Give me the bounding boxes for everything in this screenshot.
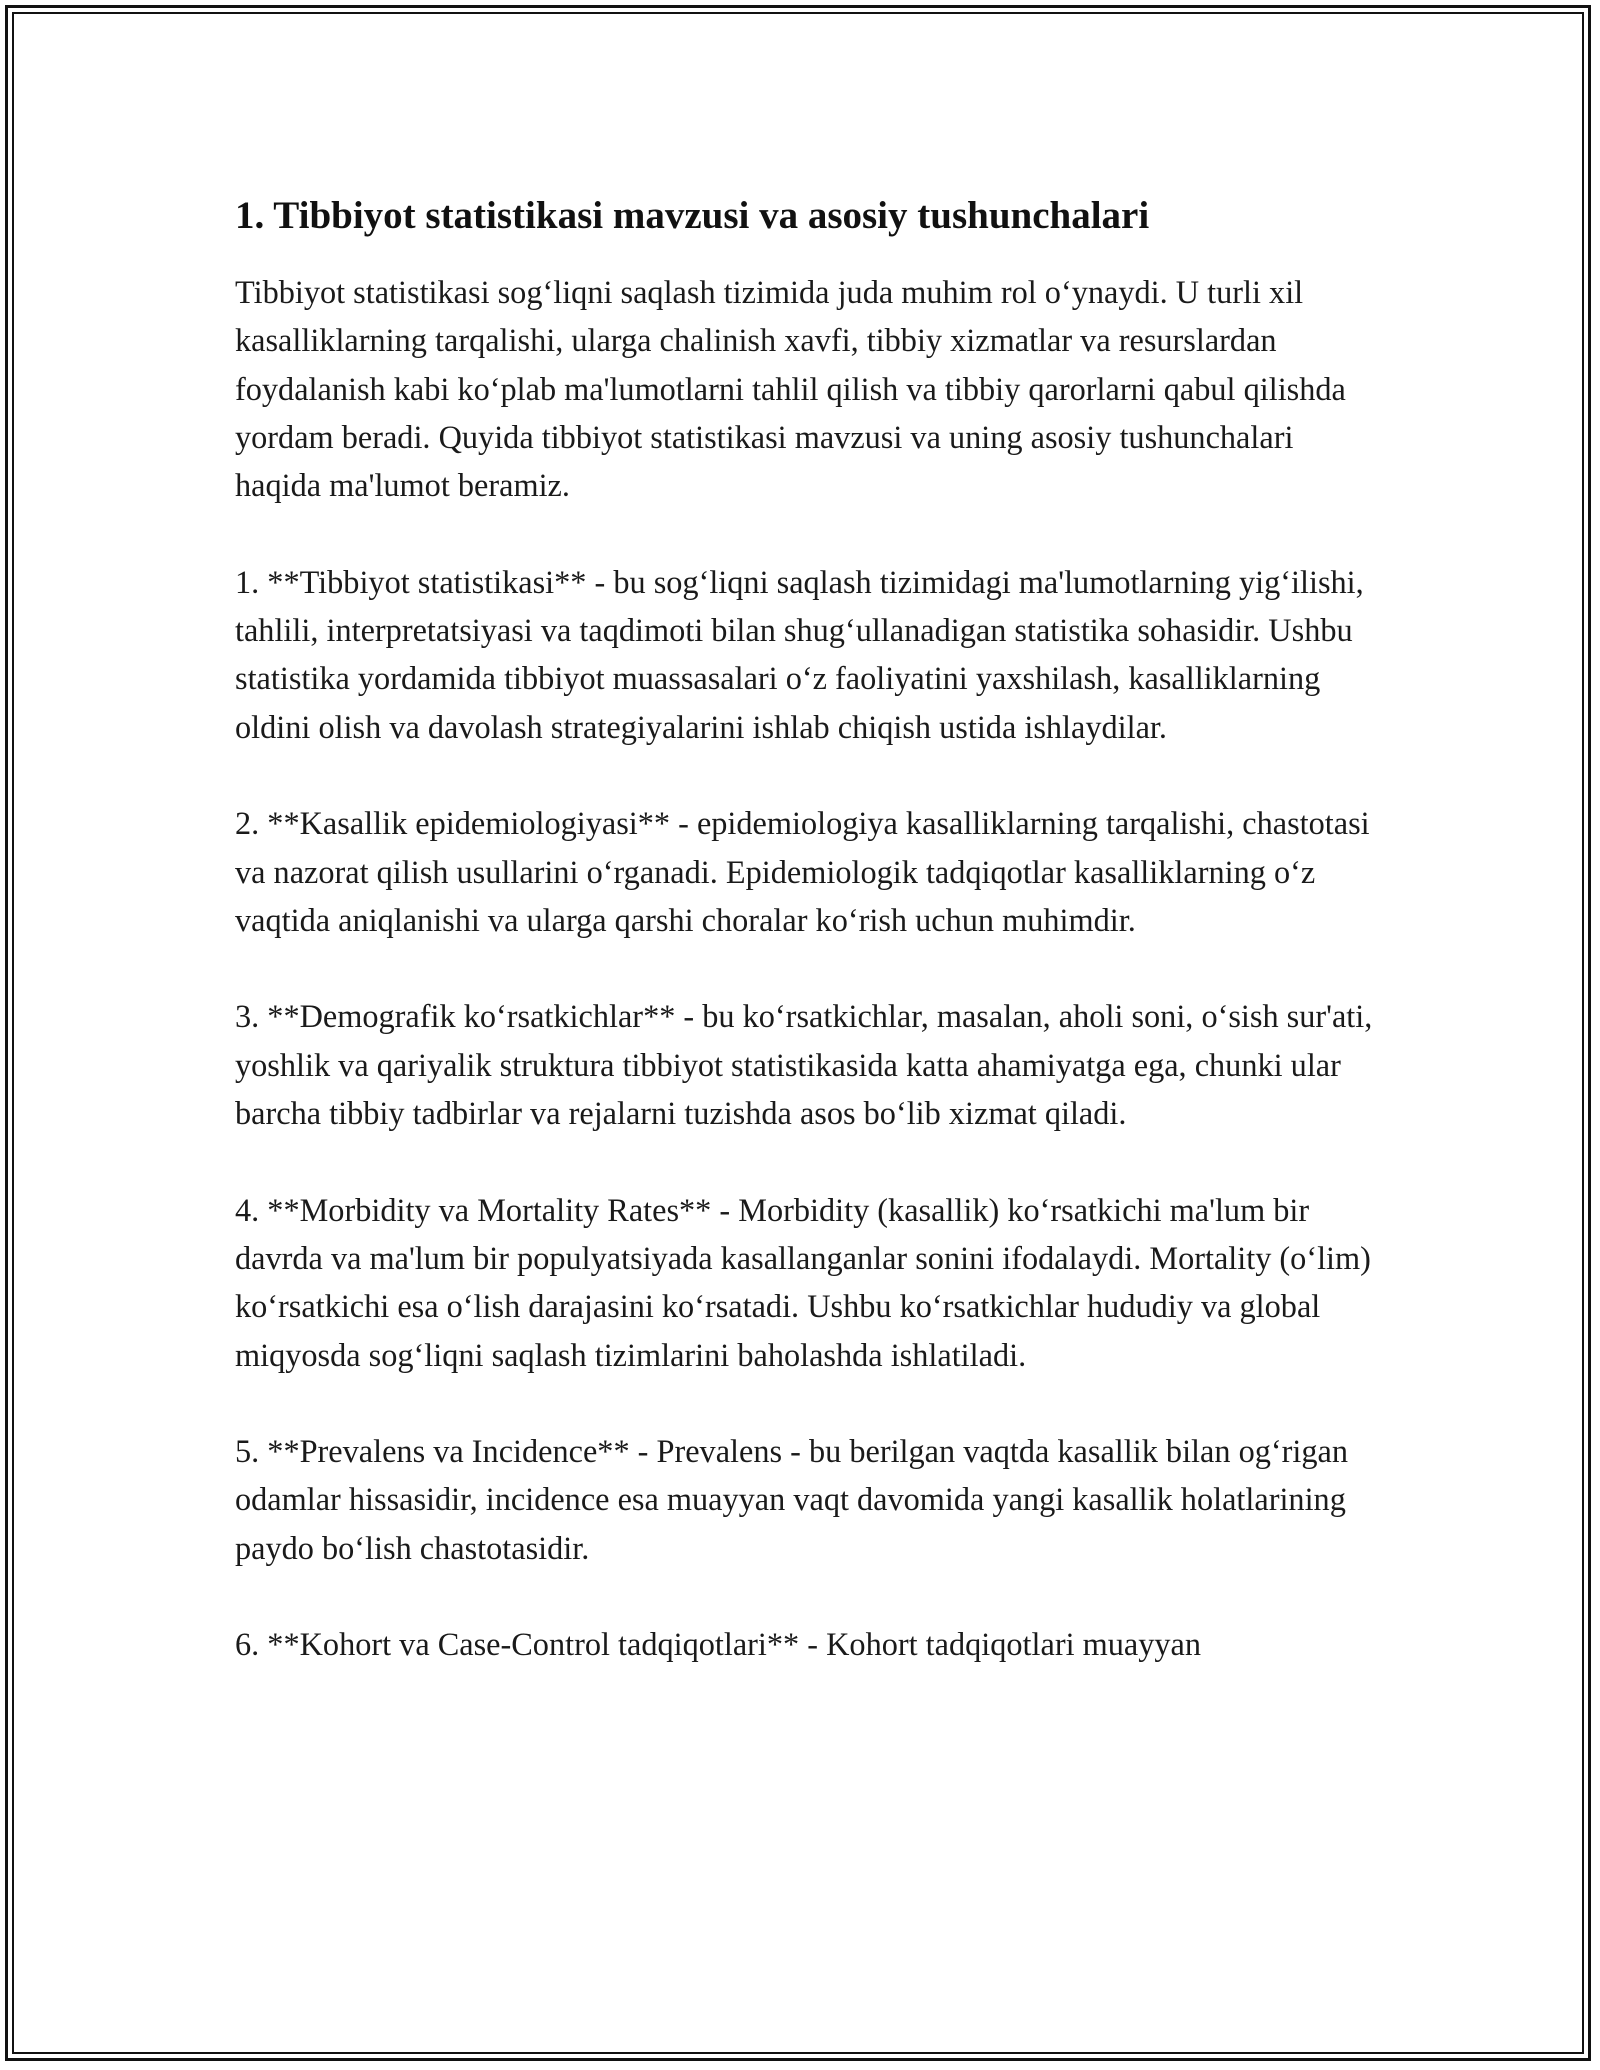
list-item-tibbiyot-statistikasi: 1. **Tibbiyot statistikasi** - bu sog‘liqni saqlash tizimidagi ma'lumotlarning yig‘ilishi, tahlili, interpretatsiyasi va taqdimoti bilan shug‘ullanadigan statistika sohasidir. Ushbu statistika yordamida tibbiyot muassasalari o‘z faoliyatini yaxshilash, kasalliklarning oldini olish va davolash strategiyalarini ishlab chiqish ustida ishlaydilar.: [235, 563, 1364, 745]
list-item-kasallik-epidemiologiyasi: 2. **Kasallik epidemiologiyasi** - epidemiologiya kasalliklarning tarqalishi, chastotasi va nazorat qilish usullarini o‘rganadi. Epidemiologik tadqiqotlar kasalliklarning o‘z vaqtida aniqlanishi va ularga qarshi choralar ko‘rish uchun muhimdir.: [235, 805, 1370, 938]
intro-paragraph: Tibbiyot statistikasi sog‘liqni saqlash tizimida juda muhim rol o‘ynaydi. U turli xil kasalliklarning tarqalishi, ularga chalinish xavfi, tibbiy xizmatlar va resurslardan foydalanish kabi ko‘plab ma'lumotlarni tahlil qilish va tibbiy qarorlarni qabul qilishda yordam beradi. Quyida tibbiyot statistikasi mavzusi va uning asosiy tushunchalari haqida ma'lumot beramiz.: [235, 274, 1346, 504]
document-body: [235, 188, 1375, 1669]
list-item-prevalens-incidence: 5. **Prevalens va Incidence** - Prevalens - bu berilgan vaqtda kasallik bilan og‘rigan odamlar hissasidir, incidence esa muayyan vaqt davomida yangi kasallik holatlarining paydo bo‘lish chastotasidir.: [235, 1433, 1348, 1566]
document-title: 1. Tibbiyot statistikasi mavzusi va asosiy tushunchalari: [235, 194, 1150, 237]
list-item-morbidity-mortality: 4. **Morbidity va Mortality Rates** - Morbidity (kasallik) ko‘rsatkichi ma'lum bir davrda va ma'lum bir populyatsiyada kasallanganlar sonini ifodalaydi. Mortality (o‘lim) ko‘rsatkichi esa o‘lish darajasini ko‘rsatadi. Ushbu ko‘rsatkichlar hududiy va global miqyosda sog‘liqni saqlash tizimlarini baholashda ishlatiladi.: [235, 1191, 1371, 1373]
list-item-demografik-korsatkichlar: 3. **Demografik ko‘rsatkichlar** - bu ko‘rsatkichlar, masalan, aholi soni, o‘sish sur'ati, yoshlik va qariyalik struktura tibbiyot statistikasida katta ahamiyatga ega, chunki ular barcha tibbiy tadbirlar va rejalarni tuzishda asos bo‘lib xizmat qiladi.: [235, 998, 1373, 1132]
list-item-kohort-case-control: 6. **Kohort va Case-Control tadqiqotlari** - Kohort tadqiqotlari muayyan: [235, 1626, 1202, 1663]
